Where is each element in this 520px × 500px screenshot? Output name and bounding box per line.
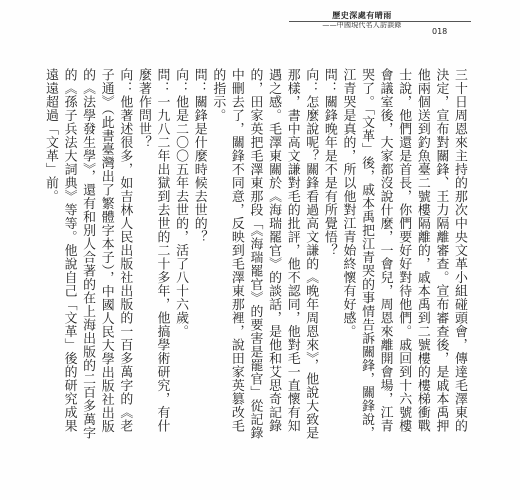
paragraph: 向：他是二〇〇五年去世的，活了八十六歲。 <box>173 68 189 338</box>
paragraph: 問：關鋒是什麼時候去世的？ <box>191 68 207 244</box>
paragraph: 三十日周恩來主持的那次中央文革小組碰頭會，傳達毛澤東的決定，宣布對關鋒、王力隔離審查。宣布審查後，是戚本禹押他兩個送到釣魚臺二號樓隔離的，戚本禹到二號樓的樓梯衝戰士說，他們還是首長，你們要好好對待他們。戚回到十六號樓會議室後，大家都沒說什麼，一會兒，周恩來離開會場，江青哭了。「文革」後，戚本禹把江青哭的事情告訴關鋒，關鋒說，江青哭是真的，所以他對江青始終懷有好感。 <box>340 68 467 440</box>
running-header <box>292 11 432 29</box>
paragraph: 向：他著述很多，如吉林人民出版社出版的一百多萬字的《老子通》（此書臺灣出了繁體字本子），中國人民大學出版社出版的《法學發生學》，還有和別人合著的在上海出版的二百多萬字的《孫子兵法大詞典》等等。他說自己「文革」後的研究成果遠遠超過「文革」前。 <box>42 68 133 440</box>
paragraph: 向：怎麼說呢？關鋒看過高文謙的《晚年周恩來》，他說大致是那樣，書中高文謙對毛的批評，他不認同，他對毛一直懷有知遇之感。毛澤東關於《海瑞罷官》的談話，是他和艾思奇記錄的，田家英把毛澤東那段「《海瑞罷官》的要害是罷官」從記錄中刪去了，關鋒不同意，反映到毛澤東那裡，說田家英篡改毛的指示。 <box>210 68 319 440</box>
body-text <box>40 68 468 440</box>
book-title: 歷史深處有晴雨 <box>332 10 392 20</box>
book-subtitle: ——中國現代名人訪談錄 <box>322 21 402 29</box>
header-rule <box>289 21 471 22</box>
paragraph: 問：一九八二年出獄到去世的二十多年，他搞學術研究，有什麼著作問世？ <box>135 68 170 433</box>
paragraph: 問：關鋒晚年是不是有所覺悟？ <box>321 68 337 257</box>
page-number: 018 <box>432 27 448 36</box>
